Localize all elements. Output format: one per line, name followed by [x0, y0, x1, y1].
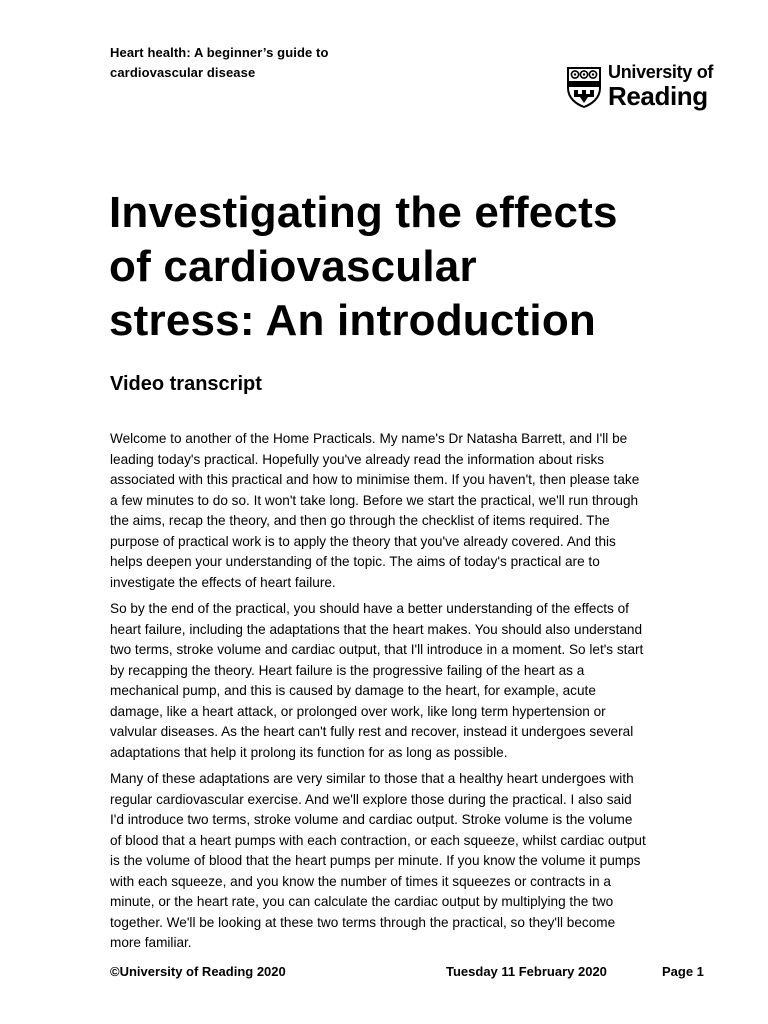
paragraph-line: of blood that a heart pumps with each contraction, or each squeeze, whilst cardiac output: [110, 832, 646, 848]
paragraph-line: valvular diseases. As the heart can't fully rest and recover, instead it undergoes several: [110, 724, 634, 739]
logo-line: Reading: [608, 81, 708, 111]
title-line: of cardiovascular: [109, 242, 477, 291]
footer-page-number: Page 1: [662, 964, 704, 979]
paragraph-line: with each squeeze, and you know the number of times it squeezes or contracts in a: [110, 873, 611, 889]
logo-wordmark: [608, 63, 713, 110]
paragraph-line: together. We'll be looking at these two terms through the practical, so they'll become: [110, 914, 616, 930]
university-logo: [566, 63, 726, 113]
paragraph-line: adaptations that help it prolong its function for as long as possible.: [110, 744, 508, 760]
transcript-paragraph: [110, 429, 730, 593]
title-line: Investigating the effects: [109, 188, 618, 237]
paragraph-line: I'd introduce two terms, stroke volume and cardiac output. Stroke volume is the volume: [110, 812, 633, 827]
paragraph-line: the aims, recap the theory, and then go through the checklist of items required. The: [110, 513, 610, 528]
document-header-title: [110, 43, 410, 83]
paragraph-line: helps deepen your understanding of the topic. The aims of today's practical are to: [110, 554, 600, 569]
paragraph-line: more familiar.: [110, 935, 192, 950]
paragraph-line: associated with this practical and how to minimise them. If you haven't, then please take: [110, 472, 640, 487]
university-crest-icon: [566, 66, 602, 108]
document-footer: [110, 962, 720, 982]
logo-line: University of: [608, 62, 714, 82]
paragraph-line: damage, like a heart attack, or prolonged over work, like long term hypertension or: [110, 703, 606, 719]
paragraph-line: investigate the effects of heart failure.: [110, 574, 336, 590]
paragraph-line: by recapping the theory. Heart failure is the progressive failing of the heart as a: [110, 662, 585, 678]
paragraph-line: So by the end of the practical, you should have a better understanding of the effects of: [110, 601, 629, 616]
paragraph-line: minute, or the heart rate, you can calculate the cardiac output by multiplying the two: [110, 894, 614, 909]
paragraph-line: Welcome to another of the Home Practicals. My name's Dr Natasha Barrett, and I'll be: [110, 431, 628, 446]
document-subtitle: Video transcript: [110, 373, 262, 395]
transcript-paragraph: [110, 599, 730, 763]
transcript-body: [110, 429, 730, 960]
transcript-paragraph: [110, 769, 730, 954]
paragraph-line: is the volume of blood that the heart pumps per minute. If you know the volume it pumps: [110, 853, 641, 868]
paragraph-line: leading today's practical. Hopefully you've already read the information about risks: [110, 451, 605, 467]
paragraph-line: a few minutes to do so. It won't take long. Before we start the practical, we'll run through: [110, 492, 639, 508]
header-title-line: Heart health: A beginner’s guide to: [110, 45, 329, 60]
paragraph-line: Many of these adaptations are very similar to those that a healthy heart undergoes with: [110, 771, 634, 786]
paragraph-line: regular cardiovascular exercise. And we'll explore those during the practical. I also said: [110, 791, 632, 807]
footer-copyright: ©University of Reading 2020: [110, 964, 286, 979]
paragraph-line: two terms, stroke volume and cardiac output, that I'll introduce in a moment. So let's start: [110, 642, 644, 657]
paragraph-line: heart failure, including the adaptations that the heart makes. You should also understand: [110, 621, 643, 637]
paragraph-line: mechanical pump, and this is caused by damage to the heart, for example, acute: [110, 683, 596, 698]
footer-date: Tuesday 11 February 2020: [446, 964, 607, 979]
paragraph-line: purpose of practical work is to apply the theory that you've already covered. And this: [110, 533, 616, 549]
header-title-line: cardiovascular disease: [110, 65, 256, 80]
document-title: [109, 186, 729, 348]
title-line: stress: An introduction: [109, 296, 596, 345]
